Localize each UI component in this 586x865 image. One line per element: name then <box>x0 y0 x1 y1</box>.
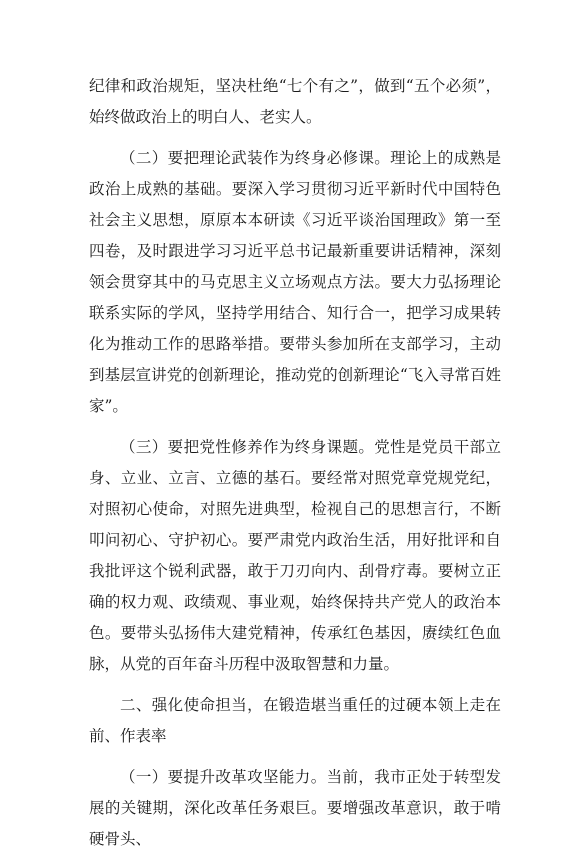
paragraph-reform-ability: （一）要提升改革攻坚能力。当前，我市正处于转型发展的关键期，深化改革任务艰巨。要增强改革意识，敢于啃硬骨头、 <box>89 768 501 848</box>
section-heading-two: 二、强化使命担当，在锻造堪当重任的过硬本领上走在前、作表率 <box>89 696 501 745</box>
document-body <box>89 71 501 865</box>
paragraph-continuation: 纪律和政治规矩，坚决杜绝“七个有之”，做到“五个必须”，始终做政治上的明白人、老实人。 <box>89 77 501 126</box>
paragraph-theory-study: （二）要把理论武装作为终身必修课。理论上的成熟是政治上成熟的基础。要深入学习贯彻习近平新时代中国特色社会主义思想，原原本本研读《习近平谈治国理政》第一至四卷，及时跟进学习习近平总书记最新重要讲话精神，深刻领会贯穿其中的马克思主义立场观点方法。要大力弘扬理论联系实际的学风，坚持学用结合、知行合一，把学习成果转化为推动工作的思路举措。要带头参加所在支部学习，主动到基层宣讲党的创新理论，推动党的创新理论“飞入寻常百姓家”。 <box>89 149 501 415</box>
paragraph-party-spirit: （三）要把党性修养作为终身课题。党性是党员干部立身、立业、立言、立德的基石。要经常对照党章党规党纪，对照初心使命，对照先进典型，检视自己的思想言行，不断叩问初心、守护初心。要严肃党内政治生活，用好批评和自我批评这个锐利武器，敢于刀刃向内、刮骨疗毒。要树立正确的权力观、政绩观、事业观，始终保持共产党人的政治本色。要带头弘扬伟大建党精神，传承红色基因，赓续红色血脉，从党的百年奋斗历程中汲取智慧和力量。 <box>89 438 501 673</box>
